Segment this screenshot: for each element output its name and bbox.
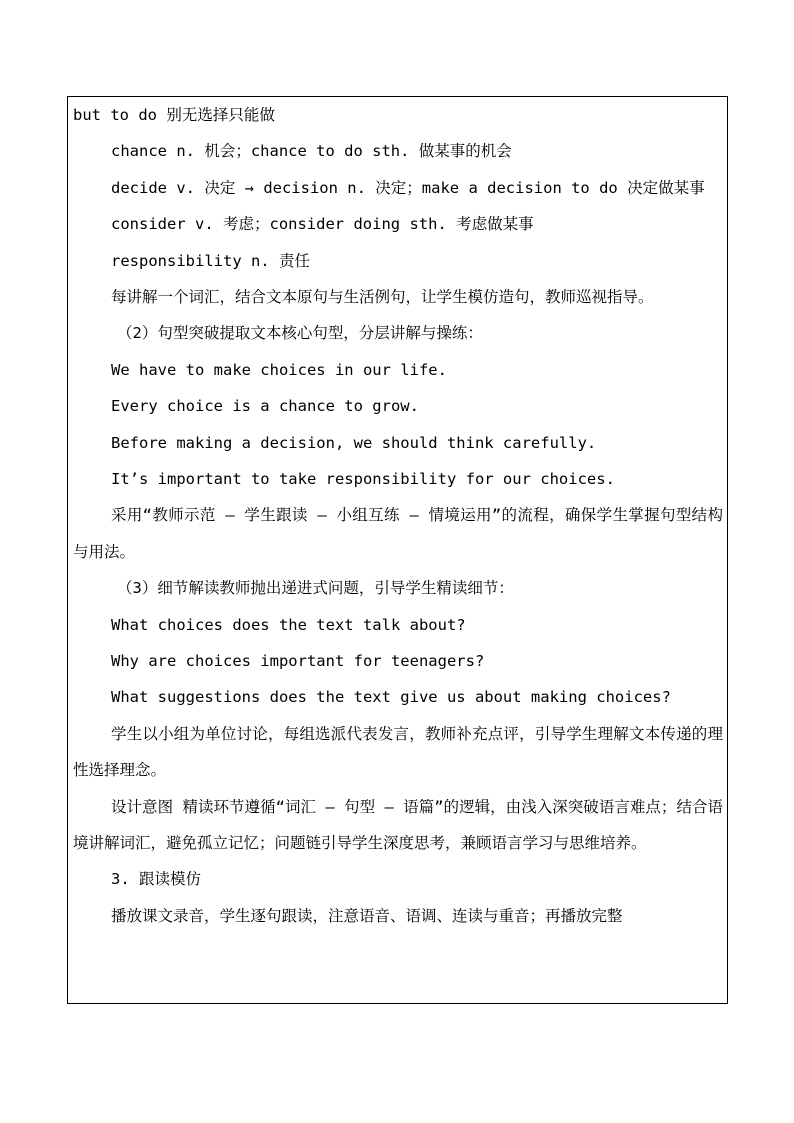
- vocab-line: chance n. 机会；chance to do sth. 做某事的机会: [111, 142, 512, 161]
- section-heading-sentence-patterns: （2）句型突破提取文本核心句型，分层讲解与操练：: [117, 324, 483, 343]
- vocab-line: responsibility n. 责任: [111, 251, 310, 270]
- section-heading-follow-reading: 3. 跟读模仿: [111, 870, 201, 889]
- vocab-teaching-paragraph: 每讲解一个词汇，结合文本原句与生活例句，让学生模仿造句，教师巡视指导。: [111, 287, 654, 306]
- vocab-line: but to do 别无选择只能做: [73, 106, 275, 124]
- sentence-example: Before making a decision, we should think carefully.: [111, 433, 597, 452]
- question-item: What choices does the text talk about?: [111, 615, 466, 634]
- follow-reading-paragraph: 播放课文录音，学生逐句跟读，注意语音、语调、连读与重音；再播放完整: [111, 906, 623, 925]
- question-item: What suggestions does the text give us about making choices?: [111, 688, 671, 707]
- sentence-example: It’s important to take responsibility for our choices.: [111, 469, 615, 488]
- sentence-practice-paragraph: 采用“教师示范 — 学生跟读 — 小组互练 — 情境运用”的流程，确保学生掌握句型结构与用法。: [73, 506, 723, 561]
- design-intent-paragraph: 设计意图 精读环节遵循“词汇 — 句型 — 语篇”的逻辑，由浅入深突破语言难点；结合语境讲解词汇，避免孤立记忆；问题链引导学生深度思考，兼顾语言学习与思维培养。: [73, 797, 723, 852]
- vocab-line: consider v. 考虑；consider doing sth. 考虑做某事: [111, 215, 534, 234]
- sentence-example: We have to make choices in our life.: [111, 360, 447, 379]
- question-item: Why are choices important for teenagers?: [111, 651, 485, 670]
- lesson-content: [73, 97, 723, 934]
- sentence-example: Every choice is a chance to grow.: [111, 397, 419, 416]
- section-heading-detail-reading: （3）细节解读教师抛出递进式问题，引导学生精读细节：: [117, 579, 514, 598]
- vocab-line: decide v. 决定 → decision n. 决定；make a decision to do 决定做某事: [111, 178, 705, 197]
- discussion-paragraph: 学生以小组为单位讨论，每组选派代表发言，教师补充点评，引导学生理解文本传递的理性选择理念。: [73, 724, 723, 780]
- lesson-plan-table-cell: [67, 96, 728, 1004]
